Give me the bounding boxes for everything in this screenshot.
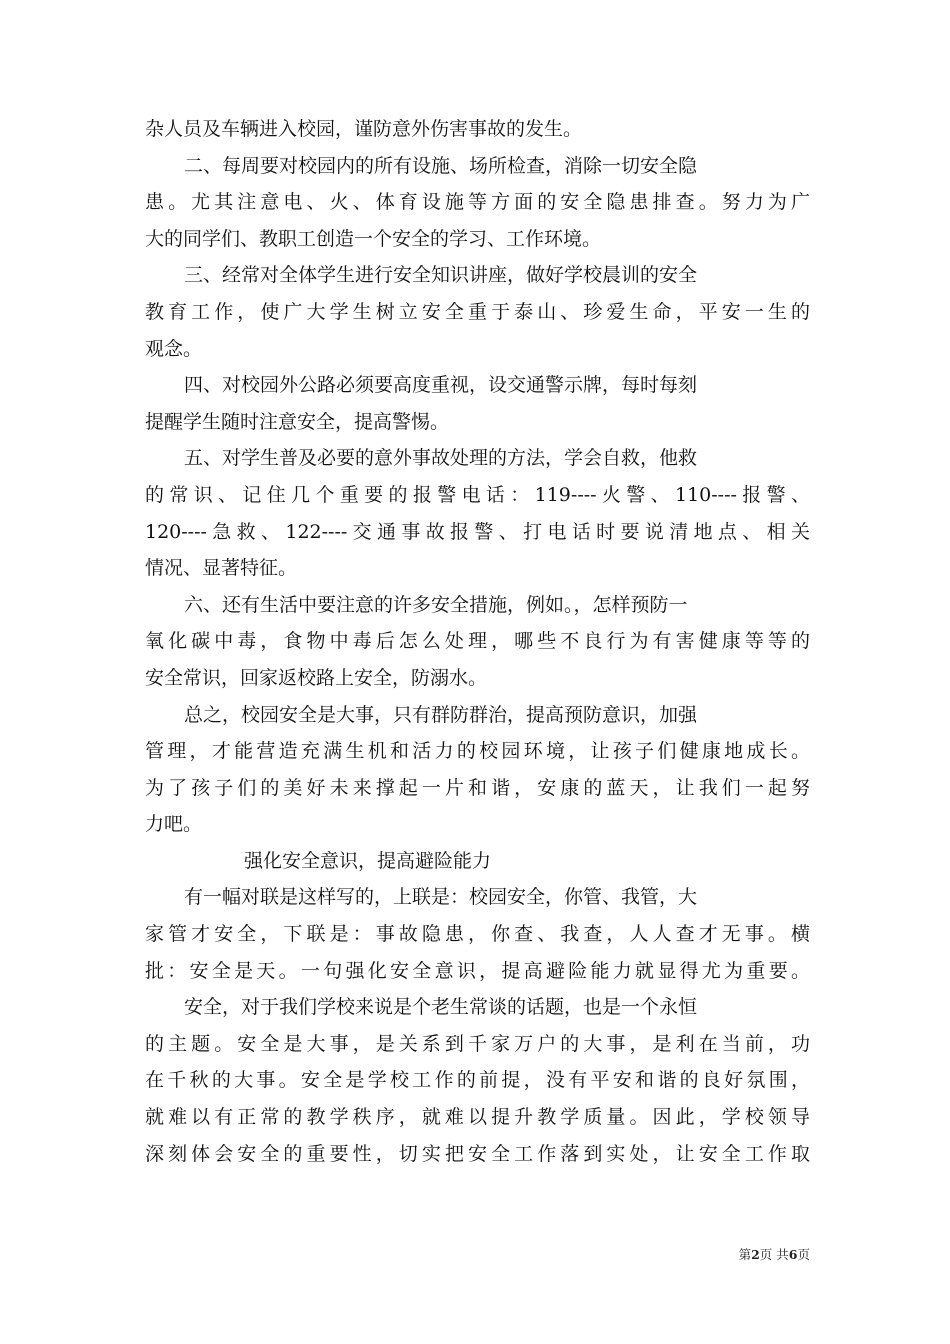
text-line: 提醒学生随时注意安全，提高警惕。 bbox=[145, 410, 450, 433]
text-line: 五、对学生普及必要的意外事故处理的方法，学会自救，他救 bbox=[184, 447, 698, 470]
text-line: 大的同学们、教职工创造一个安全的学习、工作环境。 bbox=[145, 227, 602, 250]
text-line: 安全常识，回家返校路上安全，防溺水。 bbox=[145, 666, 488, 689]
text-line: 氧化碳中毒，食物中毒后怎么处理，哪些不良行为有害健康等等的 bbox=[145, 630, 810, 653]
text-line: 总之，校园安全是大事，只有群防群治，提高预防意识，加强 bbox=[184, 703, 698, 726]
text-line: 深刻体会安全的重要性，切实把安全工作落到实处，让安全工作取 bbox=[145, 1142, 810, 1165]
text-line: 情况、显著特征。 bbox=[145, 557, 298, 580]
page-footer bbox=[695, 1247, 810, 1263]
text-line: 的主题。安全是大事，是关系到千家万户的大事，是利在当前，功 bbox=[145, 1032, 810, 1055]
document-body bbox=[145, 111, 810, 1172]
footer-middle: 页 共 bbox=[759, 1247, 789, 1262]
section-heading: 强化安全意识，提高避险能力 bbox=[244, 849, 492, 872]
text-line: 力吧。 bbox=[145, 813, 203, 836]
text-line: 观念。 bbox=[145, 337, 203, 360]
text-line: 有一幅对联是这样写的，上联是：校园安全，你管、我管，大 bbox=[184, 886, 698, 909]
text-line: 杂人员及车辆进入校园，谨防意外伤害事故的发生。 bbox=[145, 118, 583, 140]
text-line: 管理，才能营造充满生机和活力的校园环境，让孩子们健康地成长。 bbox=[145, 740, 810, 763]
footer-suffix: 页 bbox=[797, 1247, 810, 1262]
text-line: 四、对校园外公路必须要高度重视，设交通警示牌，每时每刻 bbox=[184, 374, 698, 397]
text-line: 的常识、记住几个重要的报警电话：119----火警、110----报警、 bbox=[145, 483, 810, 506]
text-line: 在千秋的大事。安全是学校工作的前提，没有平安和谐的良好氛围， bbox=[145, 1069, 810, 1092]
text-line: 患。尤其注意电、火、体育设施等方面的安全隐患排查。努力为广 bbox=[145, 191, 810, 214]
text-line: 批：安全是天。一句强化安全意识，提高避险能力就显得尤为重要。 bbox=[145, 959, 810, 982]
text-line: 六、还有生活中要注意的许多安全措施，例如。，怎样预防一 bbox=[184, 593, 688, 616]
text-line: 教育工作，使广大学生树立安全重于泰山、珍爱生命，平安一生的 bbox=[145, 300, 810, 323]
text-line: 120----急救、122----交通事故报警、打电话时要说清地点、相关 bbox=[145, 520, 810, 543]
text-line: 就难以有正常的教学秩序，就难以提升教学质量。因此，学校领导 bbox=[145, 1106, 810, 1129]
text-line: 为了孩子们的美好未来撑起一片和谐，安康的蓝天，让我们一起努 bbox=[145, 776, 810, 799]
text-line: 家管才安全，下联是：事故隐患，你查、我查，人人查才无事。横 bbox=[145, 923, 810, 946]
text-line: 二、每周要对校园内的所有设施、场所检查，消除一切安全隐 bbox=[184, 154, 698, 177]
current-page-number: 2 bbox=[751, 1247, 760, 1262]
total-page-count: 6 bbox=[788, 1247, 798, 1262]
text-line: 安全，对于我们学校来说是个老生常谈的话题，也是一个永恒 bbox=[184, 996, 698, 1019]
footer-prefix: 第 bbox=[738, 1247, 752, 1262]
text-line: 三、经常对全体学生进行安全知识讲座，做好学校晨训的安全 bbox=[184, 264, 698, 287]
